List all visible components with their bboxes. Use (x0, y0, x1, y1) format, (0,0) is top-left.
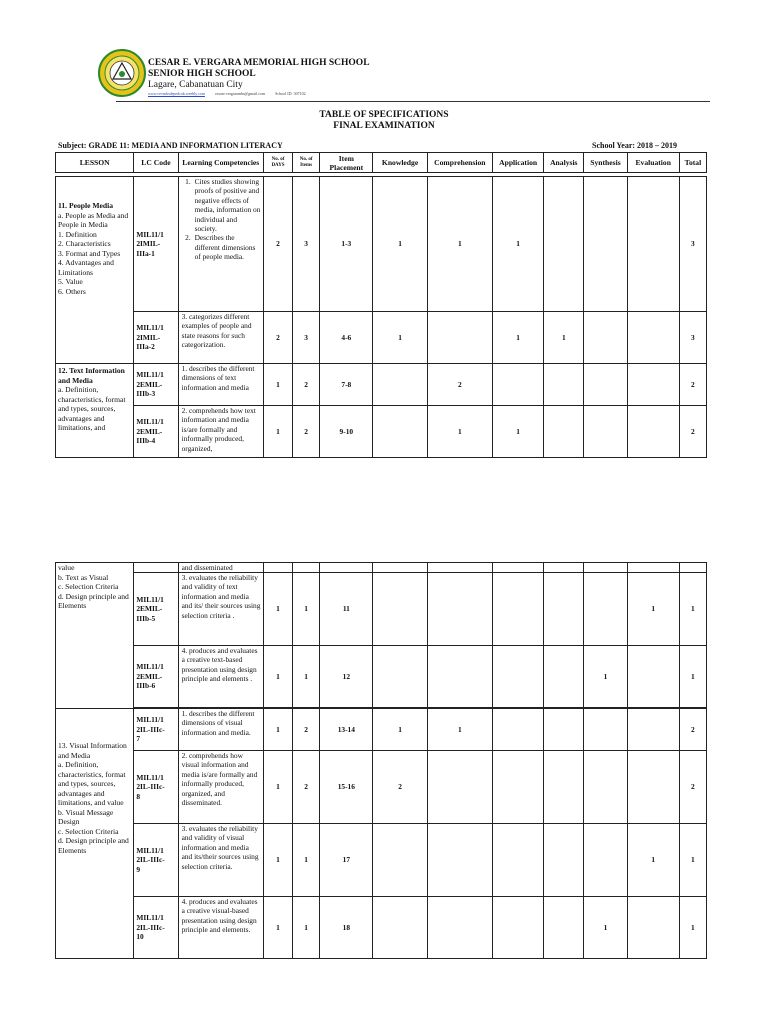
placement-cell: 9-10 (320, 406, 373, 458)
document-title: TABLE OF SPECIFICATIONS (319, 110, 449, 120)
comprehension-cell: 1 (427, 177, 492, 312)
application-cell (492, 751, 543, 824)
synthesis-cell (584, 824, 627, 897)
school-email: cesare.vergaramhs@gmail.com (214, 91, 266, 96)
evaluation-cell (627, 312, 679, 364)
evaluation-cell: 1 (627, 573, 679, 646)
competency-cell: 1. describes the different dimensions of visual information and media. (178, 709, 263, 751)
analysis-cell (544, 177, 584, 312)
evaluation-cell (627, 646, 679, 708)
col-knowledge: Knowledge (373, 153, 427, 173)
knowledge-cell (373, 897, 427, 959)
analysis-cell (544, 406, 584, 458)
days-cell: 2 (263, 177, 292, 312)
knowledge-cell (373, 573, 427, 646)
days-cell: 1 (263, 709, 292, 751)
comprehension-cell: 1 (427, 709, 492, 751)
lesson-cell (56, 364, 134, 458)
table-header-row (56, 153, 707, 173)
evaluation-cell (627, 709, 679, 751)
analysis-cell (544, 824, 584, 897)
total-cell (679, 563, 706, 573)
knowledge-cell (373, 824, 427, 897)
placement-cell: 18 (320, 897, 373, 959)
placement-cell: 12 (320, 646, 373, 708)
col-application: Application (492, 153, 543, 173)
synthesis-cell: 1 (584, 646, 627, 708)
col-placement: Item Placement (320, 153, 373, 173)
total-cell: 1 (679, 646, 706, 708)
lesson-title: 12. Text Information and Media (58, 366, 125, 385)
lc-code-cell: MIL11/1 2EMIL- IIIb-6 (134, 646, 178, 708)
col-lesson: LESSON (56, 153, 134, 173)
competency-cell (178, 177, 263, 312)
knowledge-cell (373, 646, 427, 708)
items-cell: 1 (293, 646, 320, 708)
col-total: Total (679, 153, 706, 173)
col-comprehension: Comprehension (427, 153, 492, 173)
total-cell: 1 (679, 897, 706, 959)
total-cell: 1 (679, 824, 706, 897)
competency-item: 2. Describes the different dimensions of people media. (193, 233, 261, 261)
days-cell: 1 (263, 824, 292, 897)
application-cell (492, 709, 543, 751)
total-cell: 3 (679, 177, 706, 312)
synthesis-cell (584, 312, 627, 364)
school-header (148, 58, 370, 97)
school-department: SENIOR HIGH SCHOOL (148, 69, 256, 79)
knowledge-cell (373, 563, 427, 573)
school-id: School ID: 307102 (275, 91, 306, 96)
specifications-table-part2 (55, 562, 707, 959)
items-cell: 2 (293, 709, 320, 751)
lc-code-cell: MIL11/1 2EMIL- IIIb-4 (134, 406, 178, 458)
lc-code-cell: MIL11/1 2IL-IIIc- 8 (134, 751, 178, 824)
competency-cell: 2. comprehends how visual information and media is/are formally and informally produced, organized, and disseminated. (178, 751, 263, 824)
evaluation-cell (627, 563, 679, 573)
comprehension-cell (427, 751, 492, 824)
evaluation-cell: 1 (627, 824, 679, 897)
comprehension-cell: 1 (427, 406, 492, 458)
days-cell: 1 (263, 751, 292, 824)
days-cell: 1 (263, 897, 292, 959)
evaluation-cell (627, 751, 679, 824)
lc-code-cell: MIL11/1 2EMIL- IIIb-3 (134, 364, 178, 406)
application-cell: 1 (492, 177, 543, 312)
table-row (56, 646, 707, 708)
analysis-cell (544, 563, 584, 573)
table-row (56, 563, 707, 573)
placement-cell: 4-6 (320, 312, 373, 364)
days-cell: 2 (263, 312, 292, 364)
synthesis-cell (584, 573, 627, 646)
knowledge-cell: 2 (373, 751, 427, 824)
days-cell: 1 (263, 573, 292, 646)
total-cell: 2 (679, 709, 706, 751)
application-cell (492, 646, 543, 708)
competency-cell: 3. evaluates the reliability and validity of text information and media and its/ their sources using selection criteria . (178, 573, 263, 646)
total-cell: 2 (679, 751, 706, 824)
total-cell: 3 (679, 312, 706, 364)
knowledge-cell (373, 364, 427, 406)
document-subtitle: FINAL EXAMINATION (333, 121, 435, 131)
competency-cell: 4. produces and evaluates a creative text-based presentation using design principle and elements . (178, 646, 263, 708)
analysis-cell: 1 (544, 312, 584, 364)
competency-item: 1. Cites studies showing proofs of positive and negative effects of media, information on individual and society. (193, 177, 261, 233)
application-cell: 1 (492, 406, 543, 458)
lesson-body: a. Definition, characteristics, format and types, sources, advantages and limitations, and (58, 385, 126, 432)
col-analysis: Analysis (544, 153, 584, 173)
school-year-label: School Year: 2018 – 2019 (592, 141, 678, 150)
total-cell: 2 (679, 364, 706, 406)
knowledge-cell (373, 406, 427, 458)
items-cell: 3 (293, 177, 320, 312)
synthesis-cell: 1 (584, 897, 627, 959)
competency-cell: 3. evaluates the reliability and validity of visual information and media and its/their sources using selection criteria. (178, 824, 263, 897)
placement-cell: 17 (320, 824, 373, 897)
lc-code-cell: MIL11/1 2EMIL- IIIb-5 (134, 573, 178, 646)
analysis-cell (544, 897, 584, 959)
col-synthesis: Synthesis (584, 153, 627, 173)
comprehension-cell (427, 563, 492, 573)
col-lc-code: LC Code (134, 153, 178, 173)
competency-cell: 3. categorizes different examples of people and state reasons for such categorization. (178, 312, 263, 364)
days-cell: 1 (263, 406, 292, 458)
analysis-cell (544, 364, 584, 406)
lc-code-cell: MIL11/1 2IL-IIIc- 7 (134, 709, 178, 751)
placement-cell: 7-8 (320, 364, 373, 406)
col-days: No. of DAYS (263, 153, 292, 173)
evaluation-cell (627, 406, 679, 458)
total-cell: 1 (679, 573, 706, 646)
school-name: CESAR E. VERGARA MEMORIAL HIGH SCHOOL (148, 58, 370, 68)
table-row (56, 824, 707, 897)
analysis-cell (544, 709, 584, 751)
lesson-cell: value b. Text as Visual c. Selection Criteria d. Design principle and Elements (56, 563, 134, 709)
application-cell: 1 (492, 312, 543, 364)
comprehension-cell (427, 312, 492, 364)
competency-cell: and disseminated (178, 563, 263, 573)
lc-code-cell: MIL11/1 2IL-IIIc- 9 (134, 824, 178, 897)
analysis-cell (544, 573, 584, 646)
application-cell (492, 824, 543, 897)
table-row (56, 709, 707, 751)
application-cell (492, 573, 543, 646)
table-row (56, 364, 707, 406)
synthesis-cell (584, 751, 627, 824)
evaluation-cell (627, 364, 679, 406)
placement-cell: 1-3 (320, 177, 373, 312)
school-address: Lagare, Cabanatuan City (148, 80, 243, 90)
school-seal-logo (98, 49, 146, 97)
competency-cell: 1. describes the different dimensions of text information and media (178, 364, 263, 406)
application-cell (492, 563, 543, 573)
items-cell: 3 (293, 312, 320, 364)
lc-code-cell: MIL11/1 2IMIL- IIIa-1 (134, 177, 178, 312)
evaluation-cell (627, 177, 679, 312)
comprehension-cell (427, 573, 492, 646)
header-divider (116, 101, 710, 102)
school-website[interactable]: www.cevmhsdepedcab.weebly.com (148, 91, 205, 96)
comprehension-cell (427, 897, 492, 959)
comprehension-cell (427, 824, 492, 897)
synthesis-cell (584, 177, 627, 312)
days-cell: 1 (263, 646, 292, 708)
col-items: No. of Items (293, 153, 320, 173)
items-cell: 2 (293, 751, 320, 824)
items-cell: 2 (293, 406, 320, 458)
items-cell: 1 (293, 824, 320, 897)
knowledge-cell: 1 (373, 177, 427, 312)
subject-label: Subject: GRADE 11: MEDIA AND INFORMATION LITERACY (58, 141, 283, 150)
synthesis-cell (584, 563, 627, 573)
placement-cell: 13-14 (320, 709, 373, 751)
total-cell: 2 (679, 406, 706, 458)
table-row (56, 751, 707, 824)
table-row (56, 897, 707, 959)
knowledge-cell: 1 (373, 312, 427, 364)
lc-code-cell: MIL11/1 2IL-IIIc- 10 (134, 897, 178, 959)
competency-cell: 2. comprehends how text information and media is/are formally and informally produced, organized, (178, 406, 263, 458)
table-row (56, 406, 707, 458)
placement-cell: 15-16 (320, 751, 373, 824)
lc-code-cell: MIL11/1 2IMIL- IIIa-2 (134, 312, 178, 364)
evaluation-cell (627, 897, 679, 959)
items-cell: 2 (293, 364, 320, 406)
lesson-body: a. People as Media and People in Media 1. Definition 2. Characteristics 3. Format and Types 4. Advantages and Limitations 5. Value 6. Others (58, 210, 129, 296)
items-cell (293, 563, 320, 573)
col-evaluation: Evaluation (627, 153, 679, 173)
placement-cell (320, 563, 373, 573)
school-contacts (148, 91, 370, 97)
lc-code-cell (134, 563, 178, 573)
lesson-cell: 13. Visual Information and Media a. Definition, characteristics, format and types, sources, advantages and limitations, and value b. Visual Message Design c. Selection Criteria d. Design principle and Elements (56, 709, 134, 959)
table-row (56, 177, 707, 312)
items-cell: 1 (293, 897, 320, 959)
comprehension-cell (427, 646, 492, 708)
synthesis-cell (584, 406, 627, 458)
synthesis-cell (584, 709, 627, 751)
analysis-cell (544, 646, 584, 708)
days-cell: 1 (263, 364, 292, 406)
application-cell (492, 897, 543, 959)
lesson-title: 11. People Media (58, 201, 114, 210)
col-competencies: Learning Competencies (178, 153, 263, 173)
placement-cell: 11 (320, 573, 373, 646)
table-row (56, 312, 707, 364)
table-row (56, 573, 707, 646)
synthesis-cell (584, 364, 627, 406)
days-cell (263, 563, 292, 573)
items-cell: 1 (293, 573, 320, 646)
knowledge-cell: 1 (373, 709, 427, 751)
specifications-table-part1 (55, 152, 707, 458)
analysis-cell (544, 751, 584, 824)
lesson-cell (56, 177, 134, 364)
comprehension-cell: 2 (427, 364, 492, 406)
competency-cell: 4. produces and evaluates a creative visual-based presentation using design principle and elements. (178, 897, 263, 959)
application-cell (492, 364, 543, 406)
